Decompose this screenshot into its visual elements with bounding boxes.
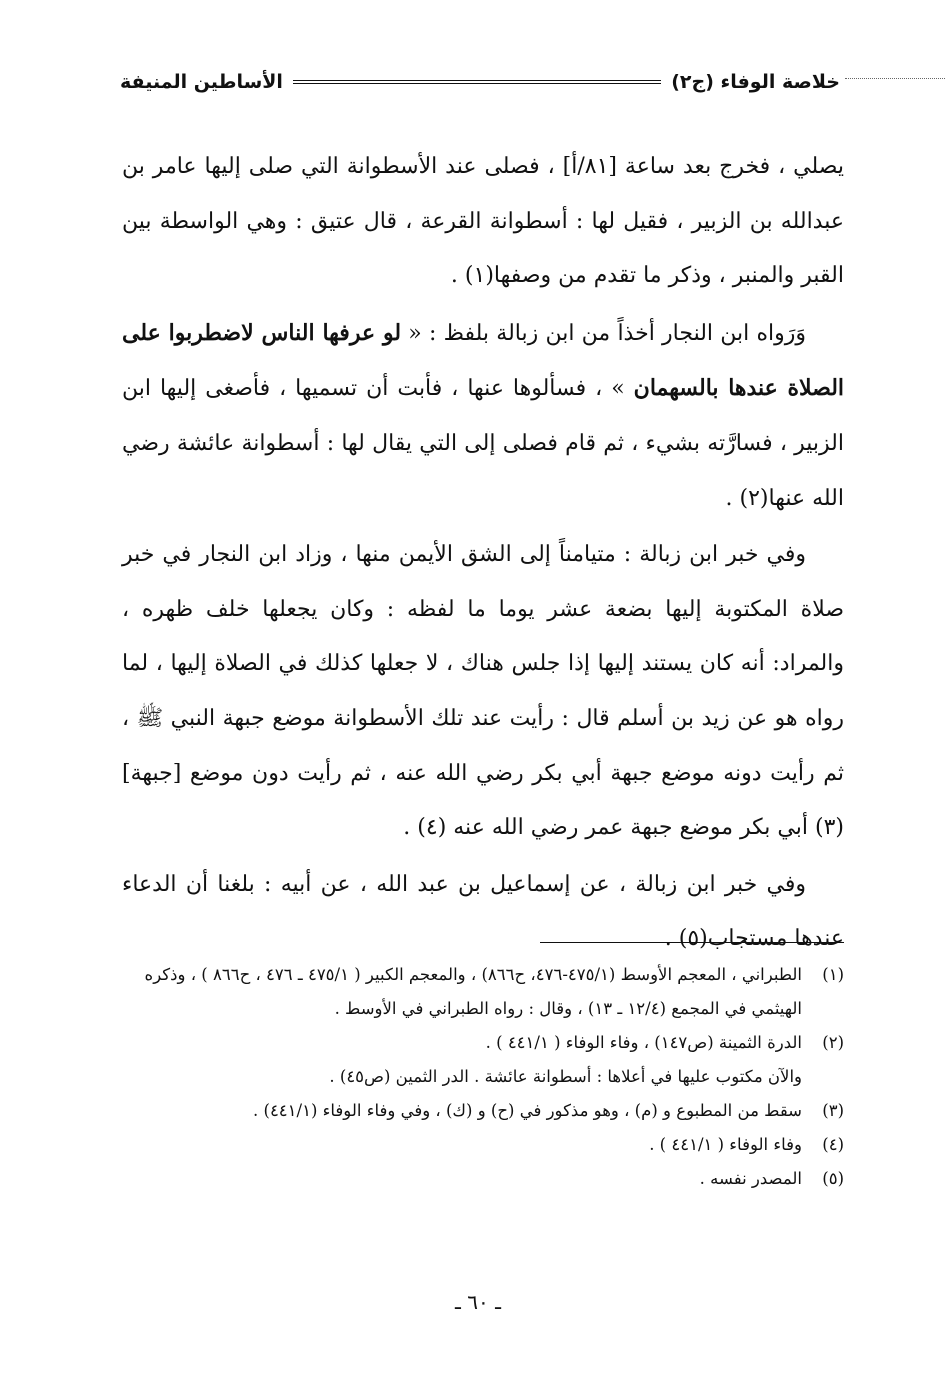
footnote-number: (٥) — [822, 1169, 844, 1188]
footnote-separator — [540, 942, 844, 943]
footnote-text: والآن مكتوب عليها في أعلاها : أسطوانة عائشة . الدر الثمين (ص٤٥) . — [329, 1067, 802, 1086]
paragraph — [122, 306, 844, 526]
footnote-text: المصدر نفسه . — [699, 1169, 802, 1188]
paragraph: يصلي ، فخرج بعد ساعة [٨١/أ] ، فصلى عند الأسطوانة التي صلى إليها عامر بن عبدالله بن الزبير ، فقيل لها : أسطوانة القرعة ، قال عتيق : وهي الواسطة بين القبر والمنبر ، وذكر ما تقدم من وصفها(١) . — [122, 154, 844, 289]
paragraph: وفي خبر ابن زبالة : متيامناً إلى الشق الأيمن منها ، وزاد ابن النجار في خبر صلاة المكتوبة إليها بضعة عشر يوما ما لفظه : وكان يجعلها خلف ظهره ، والمراد: أنه كان يستند إليها إذا جلس هناك ، لا جعلها كذلك في الصلاة إليها ، لما رواه هو عن زيد بن أسلم قال : رأيت عند تلك الأسطوانة موضع جبهة النبي ﷺ ، ثم رأيت دونه موضع جبهة أبي بكر رضي الله عنه ، ثم رأيت دون موضع [جبهة](٣) أبي بكر موضع جبهة عمر رضي الله عنه (٤) . — [122, 542, 844, 841]
running-header — [120, 62, 840, 102]
footnote-continuation — [120, 1060, 844, 1094]
header-dotted-trail — [845, 78, 945, 79]
quoted-bold-text: لو عرفها الناس لاضطربوا على الصلاة عندها بالسهمان — [122, 319, 845, 402]
footnote-number: (٤) — [822, 1135, 844, 1154]
footnote — [120, 1162, 844, 1196]
paragraph-text: » ، فسألوها عنها ، فأبت أن تسميها ، فأصغى إليها ابن الزبير ، فسارَّته بشيء ، ثم قام فصلى إلى التي يقال لها : أسطوانة عائشة رضي الله عنها(٢) . — [122, 376, 844, 511]
main-text — [122, 140, 844, 967]
paragraph-text: وَرَواه ابن النجار أخذاً من ابن زبالة بلفظ : « — [408, 320, 806, 346]
header-rule — [293, 80, 661, 84]
footnote-text: سقط من المطبوع و (م) ، وهو مذكور في (ح) و (ك) ، وفي وفاء الوفاء (٤٤١/١) . — [253, 1101, 802, 1120]
page-number: ـ ٦٠ ـ — [455, 1290, 501, 1314]
footnote-number: (٣) — [822, 1101, 844, 1120]
section-title: الأساطين المنيفة — [120, 71, 283, 93]
footnote — [120, 1026, 844, 1060]
book-title: خلاصة الوفاء (ج٢) — [671, 71, 840, 93]
footnote — [120, 1094, 844, 1128]
footnote-text: الدرة الثمينة (ص١٤٧) ، وفاء الوفاء ( ٤٤١/١ ) . — [485, 1033, 802, 1052]
footnote-number: (١) — [822, 965, 844, 984]
footnote-text: الطبراني ، المعجم الأوسط (٤٧٥/١-٤٧٦، ح٨٦٦) ، والمعجم الكبير ( ٤٧٥/١ ـ ٤٧٦ ، ح٨٦٦ ) ، وذكره الهيثمي في المجمع (١٢/٤ ـ ١٣) ، وقال : رواه الطبراني في الأوسط . — [144, 965, 802, 1018]
footnote-number: (٢) — [822, 1033, 844, 1052]
paragraph: وفي خبر ابن زبالة ، عن إسماعيل بن عبد الله ، عن أبيه : بلغنا أن الدعاء عندها مستجاب(٥) . — [122, 871, 844, 952]
footnotes — [120, 958, 844, 1196]
footnote — [120, 1128, 844, 1162]
footnote-text: وفاء الوفاء ( ٤٤١/١ ) . — [649, 1135, 802, 1154]
footnote — [120, 958, 844, 1026]
